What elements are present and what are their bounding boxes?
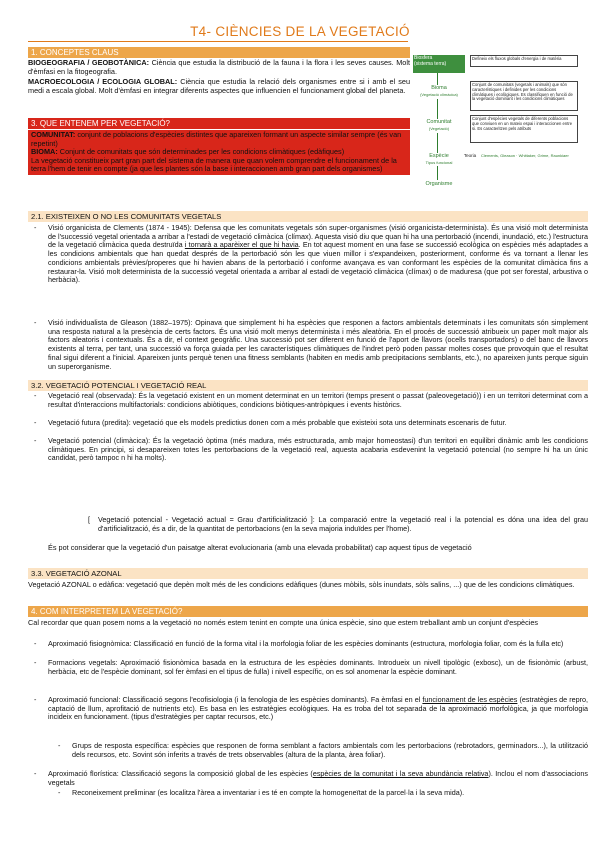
section-heading-interpretem: 4. COM INTERPRETEM LA VEGETACIÓ? bbox=[28, 606, 588, 617]
azonal-text: Vegetació AZONAL o edàfica: vegetació que depèn molt més de les condicions edàfiques (dunes mòbils, sòls inundats, sòls salins, ...) que de les condicions climàtiques. bbox=[28, 580, 575, 589]
def-macroecologia: Ciència que estudia la relació dels organismes entre si i amb el seu medi a escala global. Molt d'èmfasi en integrar diferents aspectes que influencien el funcionament global del planeta. bbox=[28, 77, 411, 95]
list-item-artificialitzacio: [ Vegetació potencial - Vegetació actual = Grau d'artificialització ]: La comparació entre la vegetació real i la potencial es dóna una idea del grau d'artificialització, és a dir, de la quantitat de pertorbacions (en la seva majoria induïdes per l'home). bbox=[92, 516, 588, 533]
clements-text: Visió organicista de Clements (1874 - 1945): Defensa que les comunitats vegetals són super-organismes (visió organicista-determinista). És una visió molt determinista de l'successió vegetal orientada a arribar a l'estadi de vegetació climàcica (clímax). Aquesta visió diu que quan hi ha una pertorbació (incendi, inundació, etc.) l'estructura de la vegetació climàcica queda destruïda bbox=[48, 223, 588, 250]
title-underline bbox=[28, 41, 408, 42]
text-comunitat: conjunt de poblacions d'espècies distintes que apareixen formant un aspecte similar sempre (és van repetint) bbox=[31, 130, 402, 148]
list-item-funcional bbox=[30, 696, 588, 722]
diagram-bioma-sub: (Vegetació climàcica) bbox=[420, 92, 458, 97]
def-comunitat bbox=[31, 131, 407, 148]
section-heading-vegetacio: 3. QUE ENTENEM PER VEGETACIÓ? bbox=[28, 118, 410, 129]
vegetacio-definitions bbox=[28, 130, 410, 175]
term-macroecologia: MACROECOLOGIA / ECOLOGIA GLOBAL: bbox=[28, 77, 178, 86]
term-bioma: BIOMA: bbox=[31, 147, 58, 157]
diagram-biosfera-sub: (sistema terra) bbox=[414, 60, 447, 67]
def-biogeografia: Ciència que estudia la distribució de la fauna i la flora i les seves causes. Molt d'èmfasi en la fitogeografia. bbox=[28, 58, 410, 76]
diagram-especie-sub: Tipus funcional bbox=[425, 160, 453, 165]
diagram-organisme: Organisme bbox=[425, 181, 453, 187]
floristica-text-end: ). Inclou el nom d'associacions vegetals bbox=[48, 769, 588, 787]
funcional-underlined: funcionament de les espècies bbox=[422, 695, 518, 704]
diagram-biosfera-label: Biosfera bbox=[414, 55, 433, 61]
list-item-fisiognomica: - Aproximació fisiognòmica: Classificació en funció de la forma vital i la morfologia foliar de les espècies dominants (estructura, morfologia foliar, com és la fulla etc) bbox=[30, 640, 588, 649]
term-comunitat: COMUNITAT: bbox=[31, 130, 76, 139]
list-item-vegetacio-futura: - Vegetació futura (predita): vegetació que els models predictius donen com a més probable que existeixi sota uns determinats escenaris de futur. bbox=[30, 419, 588, 428]
diagram-theory-values: Clements, Gleason · Whittaker, Grime, Raunkiaer bbox=[481, 153, 569, 158]
diagram-especie: Espècie bbox=[429, 153, 449, 159]
def-vegetacio: La vegetació constitueix part gran part del sistema de manera que quan volem comprendre el funcionament de la terra l'hem de tenir en compte (ja que les plantes són la base i interaccionen amb gran part dels organismes) bbox=[31, 155, 397, 174]
diagram-note-bioma: Conjunt de comunitats (vegetals i animals) que són característiques i definides per les condicions climàtiques i ecològiques. Es classifiquen en funció de la vegetació dominant i les condicions climàtiques bbox=[470, 81, 578, 111]
concept-biogeografia bbox=[28, 59, 410, 77]
diagram-connector bbox=[437, 133, 438, 153]
list-item-clements bbox=[30, 224, 588, 285]
list-item-grups-resposta: - Grups de resposta específica: espècies que responen de forma semblant a factors ambientals com les pertorbacions (rebrotadors, germinadors...), la utilització dels recursos, etc. Sovint són inferits a través de trets observables (altura de la planta, àrea foliar). bbox=[54, 742, 588, 759]
floristica-text: Aproximació florística: Classificació segons la composició global de les espècies ( bbox=[48, 769, 313, 778]
diagram-comunitat: Comunitat bbox=[426, 119, 452, 125]
page-title: T4- CIÈNCIES DE LA VEGETACIÓ bbox=[190, 24, 410, 39]
section-heading-concepts: 1. CONCEPTES CLAUS bbox=[28, 47, 410, 58]
diagram-bioma: Bioma bbox=[431, 85, 447, 91]
clements-underlined: i tornarà a aparèixer el que hi havia bbox=[184, 240, 299, 250]
text-bioma: Conjunt de comunitats que són determinades per les condicions climàtiques (edàfiques) bbox=[59, 147, 345, 157]
term-biogeografia: BIOGEOGRAFIA / GEOBOTÀNICA: bbox=[28, 58, 150, 67]
list-item-gleason: - Visió individualista de Gleason (1882–1975): Opinava que simplement hi ha espècies que responen a factors ambientals determinats i les comunitats són simplement una resposta natural a la presència de certs factors. És una visió molt menys determinista i més aleatòria. En el procés de successió atribueix un paper molt major als factors aleatoris i contextuals. És a dir, el context geogràfic. Una successió pot ser diferent en funció de l'aport de llavors (ocells transportadors) o del banc de llavors existents al terra, per tant, una successió va força guiada per les característiques climàtiques de l'indret però poden passar moltes coses que provoquin que el resultat final sigui diferent a l'inicial. Apareixen junts perquè tenen una fitness semblants (habiten en medis amb precipitacions semblants, etc.), no apareixen junts perque siguin un superorganisme. bbox=[30, 319, 588, 371]
hierarchy-diagram bbox=[413, 45, 588, 205]
list-item-reconeixement: - Reconeixement preliminar (es localitza l'àrea a inventariar i es té en compte la homogeneïtat de la parcel·la i la seva mida). bbox=[54, 789, 588, 798]
diagram-connector bbox=[437, 73, 438, 85]
interpretem-intro: Cal recordar que quan posem noms a la vegetació no només estem tenint en compte una única espècie, sino que estem treballant amb un conjunt d'espècies bbox=[28, 618, 539, 627]
funcional-text-end: (estratègies de repro, captació de llum, aprofitació de nutrients etc). Es basa en les estratègies ecològiques. Ha es troba del tot separada de la aproximació morfològica, ja que morfologia incideix en funcionament. (tipus d'estratègies per captar recursos, etc.) bbox=[48, 695, 589, 722]
list-item-floristica bbox=[30, 770, 588, 787]
clements-text-end: . En tot aquest moment en una fase se successió ecològica on espècies més adaptades a les condicions ambientals que han quedat després de la pertorbació són les que viuen millor i s'expandeixen, posteriorment, conforme és va tornant a llenar les condicions ambientals prèvies/properes que hi havien abans de la pertorbació i conforme avançava es van conformant les espècies de la comunitat climàcica fins a restaurar-la. Visió molt determinista de la successió vegetal orientada a arribar al estadi de vegetació climàcica (clímax) o de maduresa (que pot ser forestal, arbustiva o herbàcia). bbox=[48, 240, 588, 285]
diagram-connector bbox=[437, 99, 438, 119]
section-heading-comunitats: 2.1. EXISTEIXEN O NO LES COMUNITATS VEGETALS bbox=[28, 211, 588, 222]
diagram-biosfera bbox=[413, 55, 465, 73]
funcional-text: Aproximació funcional: Classificació segons l'ecofisiologia (i la fenologia de les espècies dominants). Fa èmfasi en el bbox=[48, 695, 421, 704]
list-item-formacions: - Formacions vegetals: Aproximació fisionòmica basada en la estructura de les espècies dominants. Introdueix un nivell tipològic (exbosc), un de fisionòmic (arbust, herbàcia, etc de l'espècie dominant, sol fer èmfasi en el tipus de fulla) i nivell específic, on es sol anomenar la espècie dominant. bbox=[30, 659, 588, 676]
diagram-theory-label: Teoria bbox=[463, 153, 477, 158]
list-item-vegetacio-real: - Vegetació real (observada): És la vegetació existent en un moment determinat en un territori (temps present o passat (paleovegetació)) i en un territori determinat com a resultat d'interaccions multifactorials: condicions abiòtiques, condicions biòtiques-antròpiques i events històrics. bbox=[30, 392, 588, 409]
diagram-note-biosfera: Defineix els fluxos globals d'energia i de matèria bbox=[470, 55, 578, 67]
diagram-comunitat-sub: (Vegetació) bbox=[428, 126, 450, 131]
list-item-vegetacio-potencial: - Vegetació potencial (climàcica): És la vegetació òptima (més madura, més estructurada, amb major homeostasi) d'un territori en equilibri dinàmic amb les condicions climàtiques. En principi, si desapareixen totes les pertorbacions de la vegetació real, aquesta acabaria esdevenint la vegetació potencial (no sempre hi ha un únic candidat, però tampoc n hi ha molts). bbox=[30, 437, 588, 463]
section-heading-azonal: 3.3. VEGETACIÓ AZONAL bbox=[28, 568, 588, 579]
potencial-conclusion: És pot considerar que la vegetació d'un paisatge alterat evolucionaria (amb una elevada probabilitat) cap aquest tipus de vegetació bbox=[48, 543, 472, 552]
concept-macroecologia bbox=[28, 78, 410, 96]
floristica-underlined: espècies de la comunitat i la seva abundància relativa bbox=[312, 769, 489, 778]
diagram-connector bbox=[437, 166, 438, 180]
section-heading-potencial: 3.2. VEGETACIÓ POTENCIAL I VEGETACIÓ REAL bbox=[28, 380, 588, 391]
diagram-note-comunitat: Conjunt d'espècies vegetals de diferents poblacions que conviuen en un mateix espai i interaccionen entre si. Es caracteritzen pels atributs bbox=[470, 115, 578, 143]
